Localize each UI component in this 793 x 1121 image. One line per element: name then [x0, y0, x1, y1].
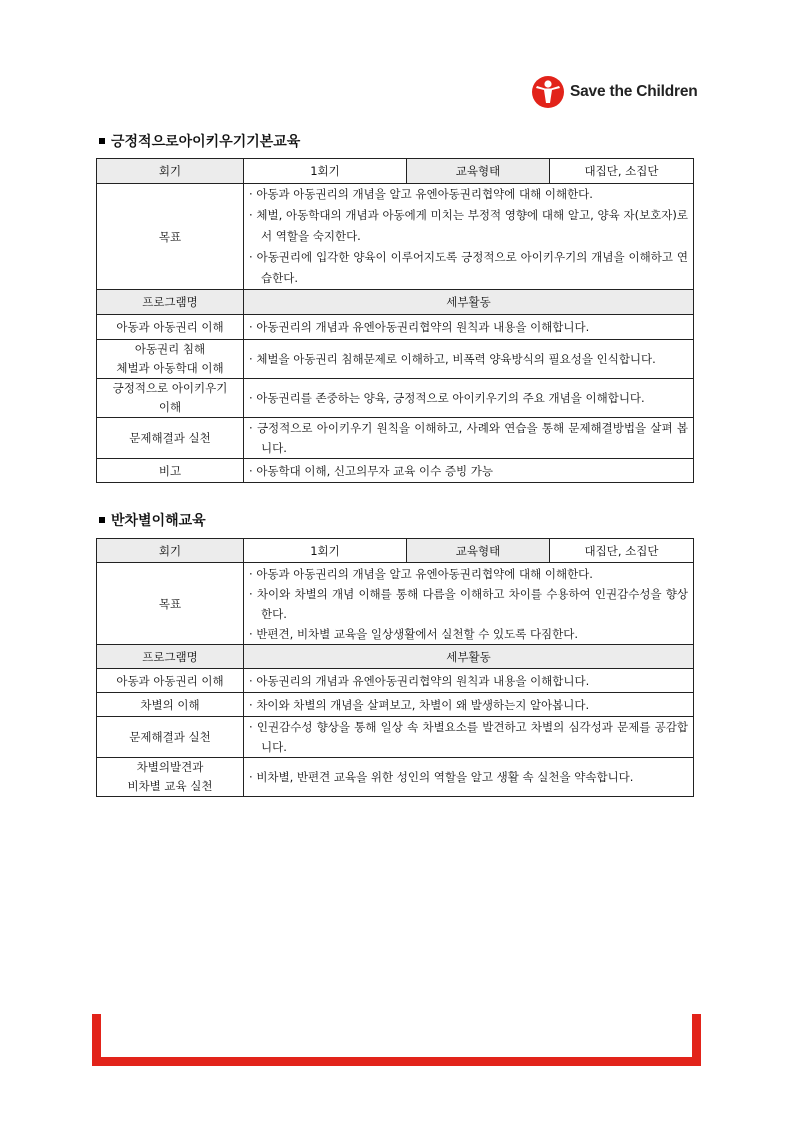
section2-title	[99, 510, 206, 530]
program-detail: · 차이와 차별의 개념을 살펴보고, 차별이 왜 발생하는지 알아봅니다.	[249, 695, 688, 715]
table-row	[97, 693, 694, 717]
program-detail: · 아동권리의 개념과 유엔아동권리협약의 원칙과 내용을 이해합니다.	[249, 671, 688, 691]
round-label: 회기	[97, 159, 244, 184]
goal-item: · 차이와 차별의 개념 이해를 통해 다름을 이해하고 차이를 수용하여 인권감수성을 향상한다.	[249, 584, 688, 624]
program-header-row	[97, 645, 694, 669]
program-header: 프로그램명	[97, 645, 244, 669]
goal-label: 목표	[97, 184, 244, 290]
section2-title-text: 반차별이해교육	[111, 513, 206, 529]
table-header-row	[97, 159, 694, 184]
program-detail: · 인권감수성 향상을 통해 일상 속 차별요소를 발견하고 차별의 심각성과 문제를 공감합니다.	[249, 717, 688, 757]
section1-title	[99, 131, 300, 151]
type-value: 대집단, 소집단	[550, 539, 694, 563]
table-row	[97, 379, 694, 418]
program-name: 차별의발견과 비차별 교육 실천	[97, 758, 244, 797]
program-header-row	[97, 290, 694, 315]
program-detail: · 긍정적으로 아이키우기 원칙을 이해하고, 사례와 연습을 통해 문제해결방법을 살펴 봅니다.	[249, 418, 688, 458]
note-label: 비고	[97, 459, 244, 483]
type-label: 교육형태	[407, 159, 550, 184]
table-header-row	[97, 539, 694, 563]
type-value: 대집단, 소집단	[550, 159, 694, 184]
table-row	[97, 717, 694, 758]
section1-table	[96, 158, 694, 483]
goal-label: 목표	[97, 563, 244, 645]
goal-item: · 반편견, 비차별 교육을 일상생활에서 실천할 수 있도록 다짐한다.	[249, 624, 688, 644]
table-row	[97, 758, 694, 797]
round-value: 1회기	[244, 539, 407, 563]
program-name: 아동과 아동권리 이해	[97, 669, 244, 693]
goal-list	[244, 184, 694, 290]
goal-item: · 체벌, 아동학대의 개념과 아동에게 미치는 부정적 영향에 대해 알고, 양육 자(보호자)로서 역할을 숙지한다.	[249, 205, 688, 247]
program-name: 긍정적으로 아이키우기 이해	[97, 379, 244, 418]
program-detail: · 체벌을 아동권리 침해문제로 이해하고, 비폭력 양육방식의 필요성을 인식합니다.	[249, 349, 688, 369]
round-value: 1회기	[244, 159, 407, 184]
program-name: 아동권리 침해 체벌과 아동학대 이해	[97, 340, 244, 379]
goal-row	[97, 184, 694, 290]
program-detail: · 비차별, 반편견 교육을 위한 성인의 역할을 알고 생활 속 실천을 약속합니다.	[249, 767, 688, 787]
program-detail: · 아동권리의 개념과 유엔아동권리협약의 원칙과 내용을 이해합니다.	[249, 317, 688, 337]
round-label: 회기	[97, 539, 244, 563]
program-name: 문제해결과 실천	[97, 717, 244, 758]
program-name: 아동과 아동권리 이해	[97, 315, 244, 340]
goal-row	[97, 563, 694, 645]
type-label: 교육형태	[407, 539, 550, 563]
bullet-square-icon	[99, 517, 105, 523]
program-header: 프로그램명	[97, 290, 244, 315]
footer-red-bracket	[92, 1014, 701, 1066]
save-the-children-logo	[532, 74, 698, 110]
section1-title-text: 긍정적으로아이키우기기본교육	[111, 134, 301, 150]
program-name: 차별의 이해	[97, 693, 244, 717]
detail-header: 세부활동	[244, 645, 694, 669]
program-name: 문제해결과 실천	[97, 418, 244, 459]
goal-list	[244, 563, 694, 645]
logo-text: Save the Children	[570, 83, 698, 100]
program-detail: · 아동권리를 존중하는 양육, 긍정적으로 아이키우기의 주요 개념을 이해합니다.	[249, 388, 688, 408]
detail-header: 세부활동	[244, 290, 694, 315]
table-row	[97, 315, 694, 340]
section2-table	[96, 538, 694, 797]
goal-item: · 아동과 아동권리의 개념을 알고 유엔아동권리협약에 대해 이해한다.	[249, 184, 688, 205]
table-row	[97, 340, 694, 379]
note-text: · 아동학대 이해, 신고의무자 교육 이수 증빙 가능	[249, 461, 688, 481]
goal-item: · 아동과 아동권리의 개념을 알고 유엔아동권리협약에 대해 이해한다.	[249, 564, 688, 584]
table-row	[97, 669, 694, 693]
table-row	[97, 418, 694, 459]
bullet-square-icon	[99, 138, 105, 144]
goal-item: · 아동권리에 입각한 양육이 이루어지도록 긍정적으로 아이키우기의 개념을 이해하고 연습한다.	[249, 247, 688, 289]
logo-figure-icon	[532, 76, 564, 108]
note-row	[97, 459, 694, 483]
